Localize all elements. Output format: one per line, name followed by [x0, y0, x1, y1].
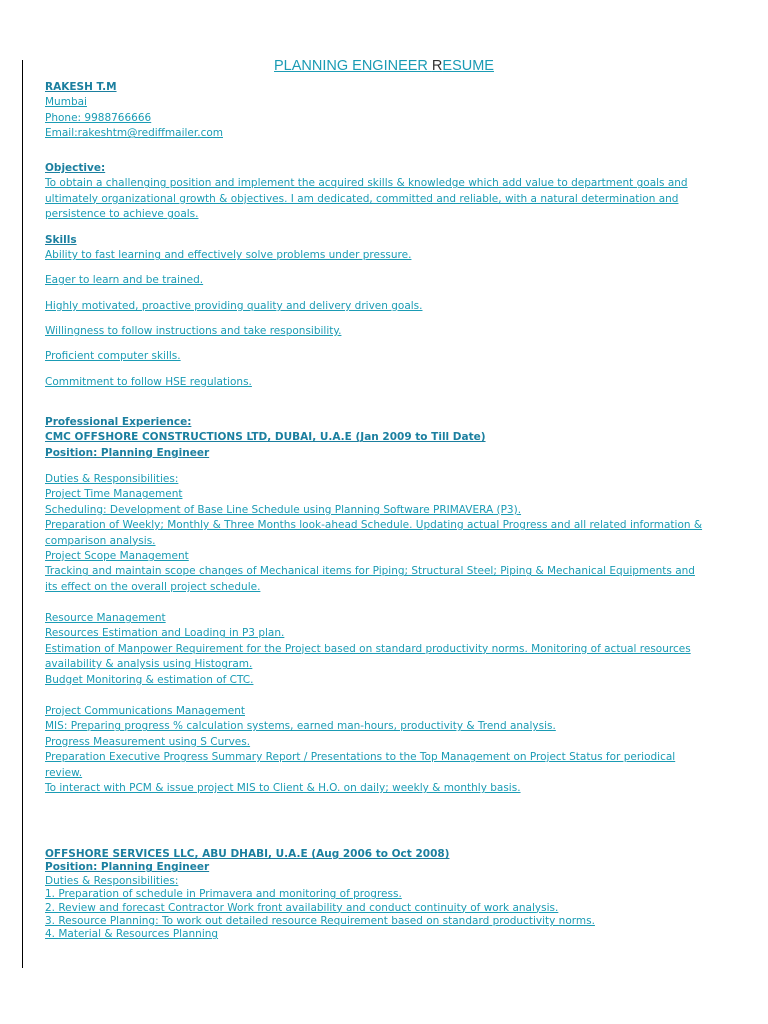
company-name: CMC OFFSHORE CONSTRUCTIONS LTD, DUBAI, U.A.E (Jan 2009 to Till Date): [45, 431, 486, 444]
duties-block-3: [45, 704, 735, 796]
duties-block-1: [45, 472, 735, 595]
skills-section: [45, 233, 735, 264]
skill-item: Willingness to follow instructions and take responsibility.: [45, 325, 342, 337]
duty-item: 4. Material & Resources Planning: [45, 928, 219, 941]
duty-line: Budget Monitoring & estimation of CTC.: [45, 673, 254, 686]
duty-line: availability & analysis using Histogram.: [45, 658, 253, 671]
skill-item: Highly motivated, proactive providing quality and delivery driven goals.: [45, 300, 423, 312]
title-part2: ESUME: [442, 58, 494, 74]
candidate-phone[interactable]: Phone: 9988766666: [45, 111, 152, 124]
duty-line: Project Communications Management: [45, 705, 245, 717]
duty-line: Progress Measurement using S Curves.: [45, 735, 251, 748]
duty-line: Tracking and maintain scope changes of Mechanical items for Piping; Structural Steel; Piping & Mechanical Equipments and: [45, 565, 695, 578]
company-name: OFFSHORE SERVICES LLC, ABU DHABI, U.A.E (Aug 2006 to Oct 2008): [45, 848, 450, 860]
duty-line: Resource Management: [45, 612, 166, 624]
experience-cmc-section: [45, 415, 735, 461]
duty-item: 2. Review and forecast Contractor Work front availability and conduct continuity of work analysis.: [45, 901, 559, 914]
duty-line: its effect on the overall project schedule.: [45, 580, 261, 593]
position-title: Position: Planning Engineer: [45, 446, 210, 459]
duties-block-2: [45, 611, 735, 688]
skills-heading: Skills: [45, 234, 77, 246]
skill-item: Proficient computer skills.: [45, 350, 181, 362]
candidate-name: RAKESH T.M: [45, 81, 117, 93]
objective-line: ultimately organizational growth & objectives. I am dedicated, committed and reliable, with a natural determination and: [45, 192, 679, 205]
skill-item: Commitment to follow HSE regulations.: [45, 376, 252, 388]
title-part1: PLANNING ENGINEER: [274, 58, 432, 74]
duty-line: To interact with PCM & issue project MIS to Client & H.O. on daily; weekly & monthly basis.: [45, 782, 521, 795]
duty-line: Preparation of Weekly; Monthly & Three Months look-ahead Schedule. Updating actual Progress and all related information &: [45, 519, 703, 532]
duty-item: 3. Resource Planning: To work out detailed resource Requirement based on standard productivity norms.: [45, 915, 595, 928]
experience-offshore-section: [45, 848, 735, 942]
objective-heading: Objective:: [45, 162, 106, 174]
document-title: [0, 58, 768, 74]
skill-item: Ability to fast learning and effectively solve problems under pressure.: [45, 249, 412, 262]
duty-line: MIS: Preparing progress % calculation systems, earned man-hours, productivity & Trend analysis.: [45, 720, 556, 733]
duty-line: review.: [45, 766, 83, 779]
candidate-city: Mumbai: [45, 96, 87, 109]
skill-item: Eager to learn and be trained.: [45, 274, 204, 286]
duties-heading: Duties & Responsibilities:: [45, 874, 179, 887]
duty-line: comparison analysis.: [45, 534, 156, 547]
objective-line: To obtain a challenging position and implement the acquired skills & knowledge which add value to department goals and: [45, 177, 688, 190]
duty-line: Resources Estimation and Loading in P3 plan.: [45, 627, 285, 640]
duty-line: Project Time Management: [45, 488, 183, 501]
page-left-rule: [22, 60, 23, 968]
candidate-email[interactable]: Email:rakeshtm@rediffmailer.com: [45, 127, 223, 140]
duty-line: Scheduling: Development of Base Line Schedule using Planning Software PRIMAVERA (P3).: [45, 503, 522, 516]
position-title: Position: Planning Engineer: [45, 861, 210, 874]
duty-line: Project Scope Management: [45, 550, 189, 563]
objective-line: persistence to achieve goals.: [45, 208, 199, 221]
objective-section: [45, 161, 735, 223]
experience-heading: Professional Experience:: [45, 416, 192, 428]
duty-line: Estimation of Manpower Requirement for the Project based on standard productivity norms. Monitoring of actual resources: [45, 642, 691, 655]
duty-item: 1. Preparation of schedule in Primavera and monitoring of progress.: [45, 888, 402, 901]
duty-line: Preparation Executive Progress Summary Report / Presentations to the Top Management on Project Status for periodical: [45, 751, 676, 764]
duties-heading: Duties & Responsibilities:: [45, 473, 179, 485]
contact-block: [45, 80, 735, 142]
title-letter: R: [431, 58, 443, 74]
